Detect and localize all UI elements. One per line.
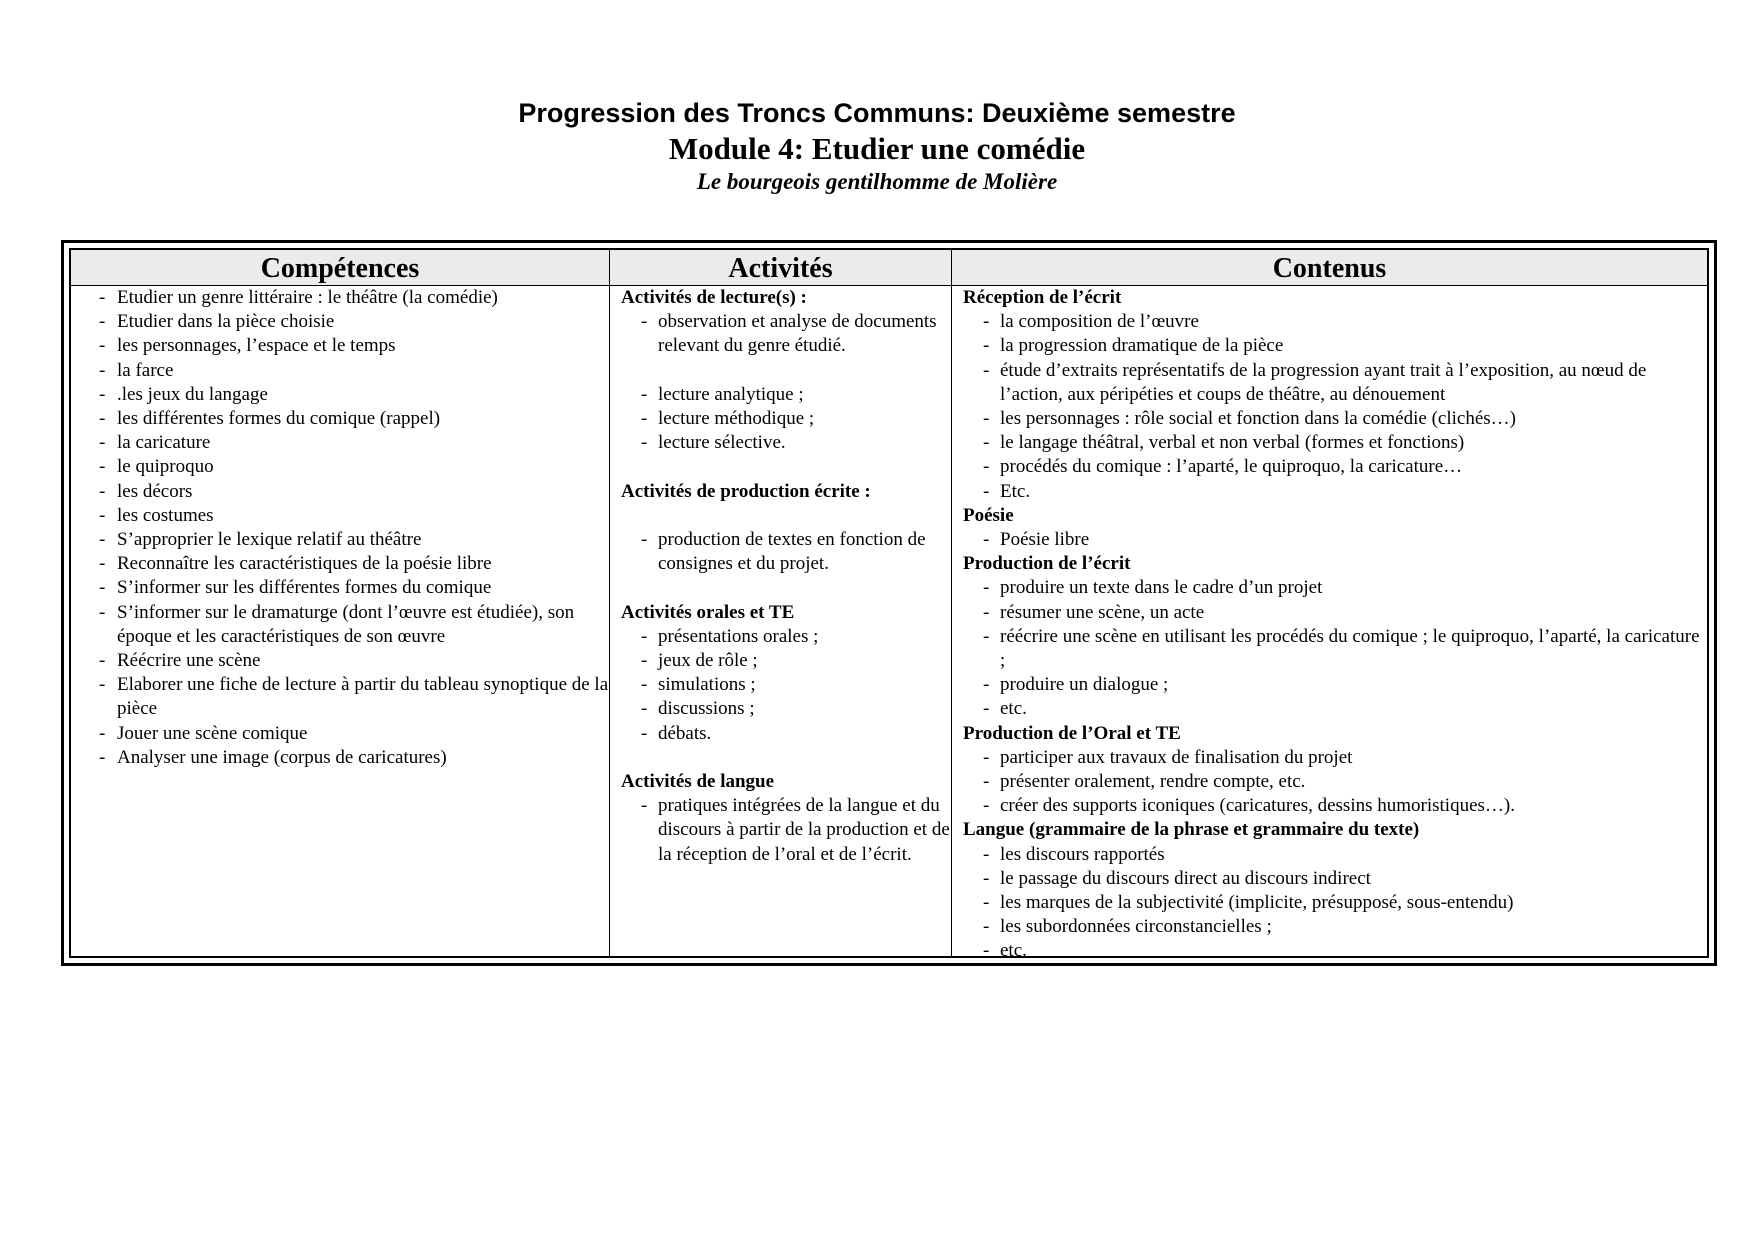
list-item: - produire un dialogue ; <box>963 673 1707 697</box>
list-item: - débats. <box>621 722 951 746</box>
list-item: - résumer une scène, un acte <box>963 601 1707 625</box>
activites-orales-list <box>621 625 951 746</box>
list-item: - observation et analyse de documents relevant du genre étudié. <box>621 310 951 358</box>
list-item: - participer aux travaux de finalisation du projet <box>963 746 1707 770</box>
list-item: - Analyser une image (corpus de caricatures) <box>99 746 609 770</box>
list-item: - Jouer une scène comique <box>99 722 609 746</box>
list-item: - procédés du comique : l’aparté, le quiproquo, la caricature… <box>963 455 1707 479</box>
list-item: - les subordonnées circonstancielles ; <box>963 915 1707 939</box>
list-item: - Elaborer une fiche de lecture à partir du tableau synoptique de la pièce <box>99 673 609 721</box>
module-title: Module 4: Etudier une comédie <box>668 131 1086 166</box>
list-item: - les personnages : rôle social et fonction dans la comédie (clichés…) <box>963 407 1707 431</box>
contenus-production-title: Production de l’écrit <box>963 553 1131 575</box>
list-item: - Etudier un genre littéraire : le théâtre (la comédie) <box>99 286 609 310</box>
list-item: - les discours rapportés <box>963 843 1707 867</box>
contenus-poesie-list <box>963 528 1707 552</box>
activites-lecture-types-list <box>621 383 951 456</box>
list-item: - pratiques intégrées de la langue et du discours à partir de la production et de la réception de l’oral et de l’écrit. <box>621 794 951 867</box>
list-item: - la progression dramatique de la pièce <box>963 334 1707 358</box>
list-item: - simulations ; <box>621 673 951 697</box>
contenus-langue-list <box>963 843 1707 964</box>
activites-production-list <box>621 528 951 576</box>
work-title: Le bourgeois gentilhomme de Molière <box>696 169 1058 194</box>
list-item: - jeux de rôle ; <box>621 649 951 673</box>
list-item: - Reconnaître les caractéristiques de la poésie libre <box>99 552 609 576</box>
activites-production-title: Activités de production écrite : <box>621 480 871 502</box>
list-item: - S’approprier le lexique relatif au théâtre <box>99 528 609 552</box>
list-item: - réécrire une scène en utilisant les procédés du comique ; le quiproquo, l’aparté, la caricature ; <box>963 625 1707 673</box>
contenus-column <box>952 286 1707 962</box>
list-item: - créer des supports iconiques (caricatures, dessins humoristiques…). <box>963 794 1707 818</box>
list-item: - les décors <box>99 480 609 504</box>
list-item: - Etc. <box>963 480 1707 504</box>
list-item: - étude d’extraits représentatifs de la progression ayant trait à l’exposition, au nœud de l’action, aux péripéties et coups de théâtre, au dénouement <box>963 359 1707 407</box>
list-item: - la composition de l’œuvre <box>963 310 1707 334</box>
list-item: - lecture méthodique ; <box>621 407 951 431</box>
activites-langue-list <box>621 794 951 867</box>
document-header <box>0 96 1754 196</box>
contenus-poesie-title: Poésie <box>963 504 1014 526</box>
contenus-oral-title: Production de l’Oral et TE <box>963 722 1181 744</box>
competences-list <box>99 286 609 770</box>
list-item: - Réécrire une scène <box>99 649 609 673</box>
header-competences: Compétences <box>71 250 609 286</box>
list-item: - les différentes formes du comique (rappel) <box>99 407 609 431</box>
contenus-langue-title: Langue (grammaire de la phrase et grammaire du texte) <box>963 819 1420 841</box>
list-item: - .les jeux du langage <box>99 383 609 407</box>
list-item: - les costumes <box>99 504 609 528</box>
list-item: - S’informer sur le dramaturge (dont l’œuvre est étudiée), son époque et les caractéristiques de son œuvre <box>99 601 609 649</box>
list-item: - les personnages, l’espace et le temps <box>99 334 609 358</box>
activites-lecture-list <box>621 310 951 358</box>
list-item: - S’informer sur les différentes formes du comique <box>99 576 609 600</box>
list-item: - la caricature <box>99 431 609 455</box>
list-item: - Etudier dans la pièce choisie <box>99 310 609 334</box>
list-item: - les marques de la subjectivité (implicite, présupposé, sous-entendu) <box>963 891 1707 915</box>
list-item: - présenter oralement, rendre compte, etc. <box>963 770 1707 794</box>
list-item: - le quiproquo <box>99 455 609 479</box>
list-item: - discussions ; <box>621 697 951 721</box>
list-item: - le passage du discours direct au discours indirect <box>963 867 1707 891</box>
list-item: - etc. <box>963 697 1707 721</box>
contenus-reception-list <box>963 310 1707 504</box>
activites-lecture-title: Activités de lecture(s) : <box>621 287 807 308</box>
header-activites: Activités <box>610 250 951 286</box>
list-item: - etc. <box>963 939 1707 963</box>
list-item: - lecture sélective. <box>621 431 951 455</box>
activites-langue-title: Activités de langue <box>621 770 775 792</box>
header-contenus: Contenus <box>952 250 1707 286</box>
progression-table <box>61 240 1717 966</box>
list-item: - produire un texte dans le cadre d’un projet <box>963 576 1707 600</box>
list-item: - lecture analytique ; <box>621 383 951 407</box>
contenus-production-list <box>963 576 1707 721</box>
contenus-reception-title: Réception de l’écrit <box>963 287 1122 308</box>
activites-orales-title: Activités orales et TE <box>621 601 795 623</box>
contenus-oral-list <box>963 746 1707 819</box>
list-item: - la farce <box>99 359 609 383</box>
competences-column <box>71 286 609 956</box>
list-item: - le langage théâtral, verbal et non verbal (formes et fonctions) <box>963 431 1707 455</box>
list-item: - Poésie libre <box>963 528 1707 552</box>
list-item: - production de textes en fonction de consignes et du projet. <box>621 528 951 576</box>
document-title: Progression des Troncs Communs: Deuxième semestre <box>518 98 1236 128</box>
activites-column <box>610 286 951 956</box>
table-inner-border <box>69 248 1709 962</box>
list-item: - présentations orales ; <box>621 625 951 649</box>
